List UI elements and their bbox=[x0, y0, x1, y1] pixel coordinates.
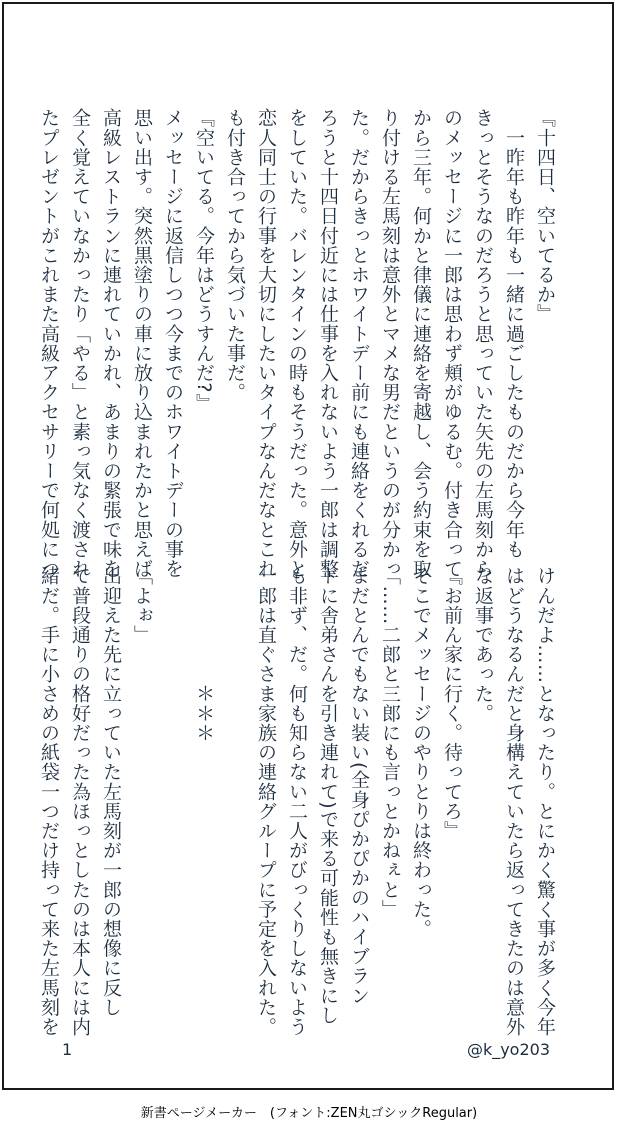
blank-line bbox=[219, 566, 250, 996]
text-line: けんだよ……となったり。とにかく驚く事が多く今年 bbox=[534, 566, 556, 1037]
text-line: のメッセージに一郎は思わず頬がゆるむ。付き合って bbox=[441, 108, 463, 579]
text-line: な返事であった。 bbox=[472, 566, 494, 723]
text-line: ドに舎弟さんを引き連れて)で来る可能性も無きにし bbox=[317, 566, 339, 1025]
page-frame bbox=[2, 2, 614, 1090]
text-line: 思い出す。突然黒塗りの車に放り込まれたかと思えば bbox=[131, 108, 153, 579]
text-line: 緒だ。手に小さめの紙袋一つだけ持って来た左馬刻を bbox=[38, 566, 60, 1037]
text-line: 一昨年も昨年も一緒に過ごしたものだから今年も bbox=[503, 108, 525, 559]
text-line: から三年。何かと律儀に連絡を寄越し、会う約束を取 bbox=[410, 108, 432, 579]
text-line: も付き合ってから気づいた事だ。 bbox=[224, 108, 246, 402]
text-line: 『空いてる。今年はどうすんだ?』 bbox=[193, 108, 215, 413]
text-line: 出迎えた先に立っていた左馬刻が一郎の想像に反し bbox=[100, 566, 122, 1017]
text-line: 「よぉ」 bbox=[131, 566, 153, 645]
text-line: たプレゼントがこれまた高級アクセサリーで何処につ bbox=[38, 108, 60, 579]
text-line: そこでメッセージのやりとりは終わった。 bbox=[410, 566, 432, 939]
text-line: て普段通りの格好だった為ほっとしたのは本人には内 bbox=[69, 566, 91, 1037]
text-line: はどうなるんだと身構えていたら返ってきたのは意外 bbox=[503, 566, 525, 1037]
blank-line bbox=[157, 566, 188, 996]
upper-text-block bbox=[33, 108, 560, 579]
text-line: 全く覚えていなかったり「やる」と素っ気なく渡され bbox=[69, 108, 91, 579]
section-break: ＊＊＊ bbox=[193, 566, 215, 743]
text-line: 高級レストランに連れていかれ、あまりの緊張で味を bbox=[100, 108, 122, 579]
author-handle: @k_yo203 bbox=[466, 1040, 550, 1059]
text-line: 一郎は直ぐさま家族の連絡グループに予定を入れた。 bbox=[255, 566, 277, 1037]
text-line: まだとんでもない装い(全身ぴかぴかのハイブラン bbox=[348, 566, 370, 1006]
text-line: ろうと十四日付近には仕事を入れないよう一郎は調整 bbox=[317, 108, 339, 579]
lower-text-block bbox=[33, 566, 560, 1037]
text-line: 恋人同士の行事を大切にしたいタイプなんだなとこれ bbox=[255, 108, 277, 579]
text-line: た。だからきっとホワイトデー前にも連絡をくれるだ bbox=[348, 108, 370, 579]
text-line: 『お前ん家に行く。待ってろ』 bbox=[441, 566, 463, 841]
text-line: きっとそうなのだろうと思っていた矢先の左馬刻から bbox=[472, 108, 494, 579]
text-line: メッセージに返信しつつ今までのホワイトデーの事を bbox=[162, 108, 184, 579]
text-line: り付ける左馬刻は意外とマメな男だというのが分かっ bbox=[379, 108, 401, 579]
text-line: も非ず、だ。何も知らない二人がびっくりしないよう bbox=[286, 566, 308, 1037]
page-number: 1 bbox=[62, 1040, 73, 1059]
text-line: 『十四日、空いてるか』 bbox=[534, 108, 556, 324]
text-line: をしていた。バレンタインの時もそうだった。意外と bbox=[286, 108, 308, 579]
footer-caption: 新書ページメーカー (フォント:ZEN丸ゴシックRegular) bbox=[140, 1106, 478, 1121]
text-line: 「……二郎と三郎にも言っとかねぇと」 bbox=[379, 566, 401, 919]
